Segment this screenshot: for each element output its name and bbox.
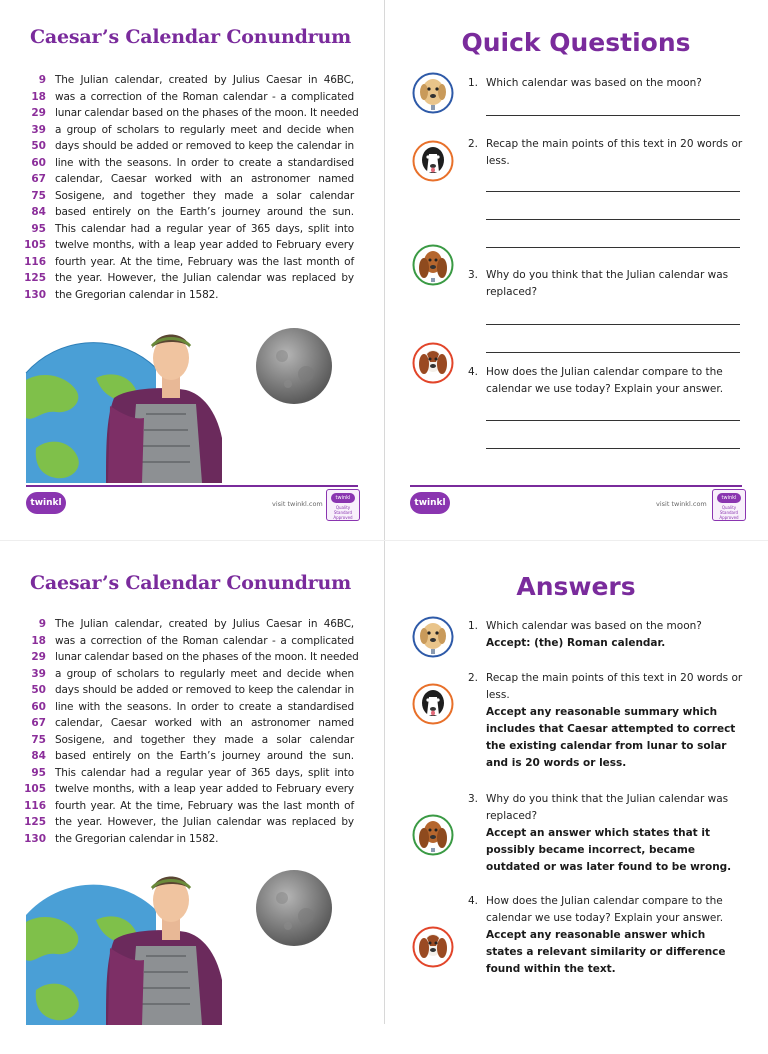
line-text: lunar calendar based on the phases of the moon. It needed xyxy=(55,651,359,663)
page-divider-horizontal xyxy=(0,540,768,541)
passage-line xyxy=(14,89,354,106)
quality-badge xyxy=(712,489,746,521)
line-text: was a correction of the Roman calendar - a complicated xyxy=(55,90,354,103)
dog-avatar-icon xyxy=(412,140,454,182)
question-text: Recap the main points of this text in 20 words or less. xyxy=(486,672,743,701)
twinkl-logo: twinkl xyxy=(26,492,66,514)
question-number: 1. xyxy=(468,77,479,89)
passage-line xyxy=(14,204,354,221)
passage-line xyxy=(14,155,354,172)
line-text: The Julian calendar, created by Julius Caesar in 46BC, xyxy=(55,74,354,86)
question-text: Recap the main points of this text in 20 words or less. xyxy=(486,138,743,167)
dog-avatar-icon xyxy=(412,72,454,114)
word-count: 18 xyxy=(31,90,46,103)
question-text: Which calendar was based on the moon? xyxy=(486,620,702,632)
passage-text xyxy=(14,72,359,303)
passage-line xyxy=(14,699,354,716)
passage-line xyxy=(14,188,354,205)
word-count: 95 xyxy=(31,222,46,235)
twinkl-logo: twinkl xyxy=(410,492,450,514)
passage-line xyxy=(14,666,354,683)
word-count: 39 xyxy=(31,123,46,136)
answer-line[interactable] xyxy=(486,219,740,220)
passage-title: Caesar’s Calendar Conundrum xyxy=(30,572,351,594)
answer-text: Accept: (the) Roman calendar. xyxy=(486,637,666,649)
word-count: 130 xyxy=(24,832,46,845)
word-count: 9 xyxy=(38,74,46,86)
quick-questions-title: Quick Questions xyxy=(461,28,691,57)
footer-rule xyxy=(26,485,358,487)
answer-item-3 xyxy=(468,791,744,876)
question-number: 4. xyxy=(468,895,479,907)
moon-icon xyxy=(254,326,334,406)
moon-icon xyxy=(254,868,334,948)
word-count: 125 xyxy=(24,816,46,828)
passage-line xyxy=(14,72,354,89)
question-1 xyxy=(468,75,744,92)
answer-line[interactable] xyxy=(486,115,740,116)
line-text: Sosigene, and together they made a solar calendar xyxy=(55,733,354,746)
line-text: fourth year. At the time, February was the last month of xyxy=(55,255,354,268)
passage-line xyxy=(14,237,354,254)
passage-line xyxy=(14,254,354,271)
visit-link[interactable]: visit twinkl.com xyxy=(656,500,707,508)
line-text: the year. However, the Julian calendar was replaced by xyxy=(55,816,354,828)
line-text: the Gregorian calendar in 1582. xyxy=(55,832,219,845)
answer-item-1 xyxy=(468,618,744,652)
passage-line xyxy=(14,633,354,650)
question-number: 2. xyxy=(468,138,479,150)
passage-line xyxy=(14,138,354,155)
question-text: How does the Julian calendar compare to the calendar we use today? Explain your answer. xyxy=(486,895,724,924)
question-3 xyxy=(468,267,744,301)
answer-line[interactable] xyxy=(486,352,740,353)
word-count: 50 xyxy=(31,140,46,152)
word-count: 95 xyxy=(31,766,46,779)
visit-link[interactable]: visit twinkl.com xyxy=(272,500,323,508)
word-count: 75 xyxy=(31,189,46,202)
word-count: 105 xyxy=(24,239,46,251)
badge-text: Quality Standard Approved xyxy=(719,505,739,520)
line-text: based entirely on the Earth’s journey around the sun. xyxy=(55,206,354,218)
badge-logo: twinkl xyxy=(717,493,741,503)
question-number: 3. xyxy=(468,269,479,281)
passage-line xyxy=(14,765,354,782)
badge-text: Quality Standard Approved xyxy=(333,505,353,520)
line-text: calendar, Caesar worked with an astronomer named xyxy=(55,717,354,729)
word-count: 84 xyxy=(31,750,46,762)
line-text: The Julian calendar, created by Julius Caesar in 46BC, xyxy=(55,618,354,630)
passage-line xyxy=(14,798,354,815)
answer-line[interactable] xyxy=(486,448,740,449)
passage-line xyxy=(14,831,354,848)
passage-line xyxy=(14,270,354,287)
footer-rule xyxy=(410,485,742,487)
quality-badge xyxy=(326,489,360,521)
answer-item-2 xyxy=(468,670,744,772)
question-4 xyxy=(468,364,744,398)
passage-line xyxy=(14,732,354,749)
answer-text: Accept an answer which states that it possibly became incorrect, became outdated or was later found to be wrong. xyxy=(486,827,732,873)
dog-avatar-icon xyxy=(412,244,454,286)
passage-line xyxy=(14,649,359,666)
question-text: Which calendar was based on the moon? xyxy=(486,77,702,89)
word-count: 116 xyxy=(24,255,46,268)
question-2 xyxy=(468,136,744,170)
line-text: line with the seasons. In order to create a standardised xyxy=(55,700,354,713)
passage-title: Caesar’s Calendar Conundrum xyxy=(30,26,351,48)
passage-page-top xyxy=(0,0,384,520)
dog-avatar-icon xyxy=(412,683,454,725)
word-count: 125 xyxy=(24,272,46,284)
passage-line xyxy=(14,105,359,122)
line-text: fourth year. At the time, February was the last month of xyxy=(55,799,354,812)
word-count: 67 xyxy=(31,173,46,185)
passage-line xyxy=(14,616,354,633)
word-count: 50 xyxy=(31,684,46,696)
line-text: days should be added or removed to keep the calendar in xyxy=(55,140,354,152)
question-text: Why do you think that the Julian calendar was replaced? xyxy=(486,269,729,298)
passage-line xyxy=(14,748,354,765)
line-text: based entirely on the Earth’s journey around the sun. xyxy=(55,750,354,762)
dog-avatar-icon xyxy=(412,616,454,658)
passage-line xyxy=(14,715,354,732)
word-count: 67 xyxy=(31,717,46,729)
word-count: 130 xyxy=(24,288,46,301)
word-count: 75 xyxy=(31,733,46,746)
word-count: 29 xyxy=(31,107,46,119)
word-count: 84 xyxy=(31,206,46,218)
word-count: 9 xyxy=(38,618,46,630)
question-number: 4. xyxy=(468,366,479,378)
answer-text: Accept any reasonable answer which states a relevant similarity or difference found within the text. xyxy=(486,929,726,975)
dog-avatar-icon xyxy=(412,926,454,968)
passage-line xyxy=(14,122,354,139)
answer-line[interactable] xyxy=(486,247,740,248)
line-text: was a correction of the Roman calendar - a complicated xyxy=(55,634,354,647)
answer-text: Accept any reasonable summary which includes that Caesar attempted to correct the existing calendar from lunar to solar and is 20 words or less. xyxy=(486,706,736,769)
line-text: line with the seasons. In order to create a standardised xyxy=(55,156,354,169)
badge-logo: twinkl xyxy=(331,493,355,503)
line-text: lunar calendar based on the phases of the moon. It needed xyxy=(55,107,359,119)
word-count: 39 xyxy=(31,667,46,680)
line-text: Sosigene, and together they made a solar calendar xyxy=(55,189,354,202)
passage-line xyxy=(14,682,354,699)
word-count: 18 xyxy=(31,634,46,647)
passage-text xyxy=(14,616,359,847)
line-text: a group of scholars to regularly meet and decide when xyxy=(55,667,354,680)
answer-line[interactable] xyxy=(486,420,740,421)
dog-avatar-icon xyxy=(412,814,454,856)
question-text: Why do you think that the Julian calendar was replaced? xyxy=(486,793,729,822)
line-text: a group of scholars to regularly meet and decide when xyxy=(55,123,354,136)
line-text: calendar, Caesar worked with an astronomer named xyxy=(55,173,354,185)
question-number: 1. xyxy=(468,620,479,632)
word-count: 60 xyxy=(31,156,46,169)
answer-line[interactable] xyxy=(486,324,740,325)
word-count: 60 xyxy=(31,700,46,713)
passage-line xyxy=(14,781,354,798)
answers-title: Answers xyxy=(516,572,636,601)
passage-line xyxy=(14,221,354,238)
page-divider-vertical xyxy=(384,0,385,1024)
answer-line[interactable] xyxy=(486,191,740,192)
line-text: This calendar had a regular year of 365 days, split into xyxy=(55,766,354,779)
dog-avatar-icon xyxy=(412,342,454,384)
word-count: 29 xyxy=(31,651,46,663)
passage-line xyxy=(14,287,354,304)
answer-item-4 xyxy=(468,893,744,978)
line-text: the Gregorian calendar in 1582. xyxy=(55,288,219,301)
line-text: days should be added or removed to keep the calendar in xyxy=(55,684,354,696)
question-text: How does the Julian calendar compare to the calendar we use today? Explain your answer. xyxy=(486,366,724,395)
passage-line xyxy=(14,814,354,831)
word-count: 116 xyxy=(24,799,46,812)
passage-page-bottom xyxy=(0,542,384,1054)
line-text: twelve months, with a leap year added to February every xyxy=(55,783,354,795)
passage-line xyxy=(14,171,354,188)
word-count: 105 xyxy=(24,783,46,795)
line-text: the year. However, the Julian calendar was replaced by xyxy=(55,272,354,284)
line-text: twelve months, with a leap year added to February every xyxy=(55,239,354,251)
question-number: 2. xyxy=(468,672,479,684)
line-text: This calendar had a regular year of 365 days, split into xyxy=(55,222,354,235)
question-number: 3. xyxy=(468,793,479,805)
